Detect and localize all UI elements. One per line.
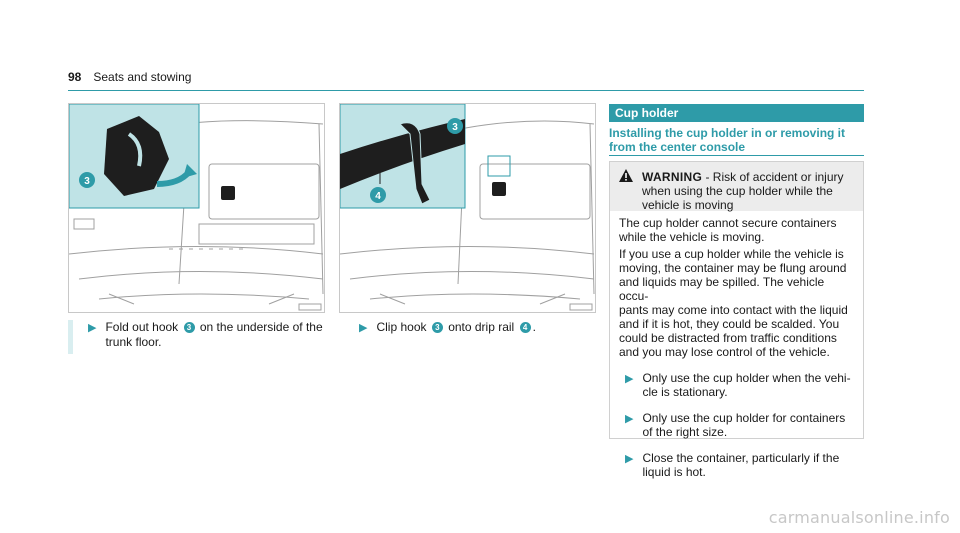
warning-line3: vehicle is moving bbox=[642, 198, 734, 212]
para1-line2: while the vehicle is moving. bbox=[619, 230, 765, 244]
header-rule bbox=[68, 90, 864, 91]
step-fold-out-hook bbox=[68, 320, 323, 350]
warning-step2-line2: of the right size. bbox=[642, 425, 728, 439]
warning-para2 bbox=[619, 247, 855, 359]
warning-label: WARNING bbox=[642, 170, 703, 184]
warning-triangle-icon bbox=[619, 169, 633, 182]
trunk-illustration-1 bbox=[69, 104, 324, 312]
step2-text-mid: onto drip rail bbox=[448, 320, 515, 334]
para2-line: moving, the container may be flung around bbox=[619, 261, 847, 275]
step-arrow-icon: ▶ bbox=[625, 373, 634, 385]
warning-step1-line2: cle is stationary. bbox=[642, 385, 728, 399]
cup-holder-subtitle bbox=[609, 126, 864, 154]
warning-line1: - Risk of accident or injury bbox=[702, 170, 844, 184]
subtitle-line1: Installing the cup holder in or removing it bbox=[609, 126, 846, 140]
page-header bbox=[68, 70, 191, 84]
figure-fold-out-hook bbox=[68, 103, 325, 313]
warning-step bbox=[619, 451, 855, 479]
trunk-illustration-2 bbox=[340, 104, 595, 312]
step-arrow-icon: ▶ bbox=[88, 322, 97, 334]
step-arrow-icon: ▶ bbox=[625, 413, 634, 425]
step1-text-line2: trunk floor. bbox=[105, 335, 162, 349]
warning-line2: when using the cup holder while the bbox=[642, 184, 833, 198]
para2-line: could be distracted from traffic conditions bbox=[619, 331, 837, 345]
para2-line: If you use a cup holder while the vehicle is bbox=[619, 247, 844, 261]
section-title: Seats and stowing bbox=[93, 70, 192, 84]
step1-badge: 3 bbox=[184, 322, 195, 333]
warning-box bbox=[609, 161, 864, 479]
para1-line1: The cup holder cannot secure containers bbox=[619, 216, 837, 230]
step2-badge-3: 3 bbox=[432, 322, 443, 333]
step1-text-post: on the underside of the bbox=[199, 320, 323, 334]
para2-line: and if it is hot, they could be scalded. You bbox=[619, 317, 840, 331]
step2-text-post: . bbox=[532, 320, 536, 334]
figure2-callout-4: 4 bbox=[375, 191, 381, 202]
page-number: 98 bbox=[68, 70, 82, 84]
step-arrow-icon: ▶ bbox=[625, 453, 634, 465]
subtitle-rule bbox=[609, 155, 864, 156]
warning-step3-line2: liquid is hot. bbox=[642, 465, 706, 479]
step-marker-bar bbox=[68, 320, 73, 354]
step2-badge-4: 4 bbox=[520, 322, 531, 333]
step2-text: Clip hook bbox=[376, 320, 427, 334]
warning-step3-line1: Close the container, particularly if the bbox=[642, 451, 840, 465]
watermark: carmanualsonline.info bbox=[768, 508, 950, 527]
warning-step bbox=[619, 411, 855, 439]
para2-line: and liquids may be spilled. The vehicle occu- bbox=[619, 275, 825, 303]
figure2-callout-3: 3 bbox=[452, 122, 458, 133]
warning-para1 bbox=[619, 216, 855, 244]
step-arrow-icon: ▶ bbox=[359, 322, 368, 334]
cup-holder-title: Cup holder bbox=[609, 104, 864, 122]
figure1-callout-3: 3 bbox=[84, 176, 90, 187]
para2-line: pants may come into contact with the liquid bbox=[619, 303, 848, 317]
warning-body bbox=[610, 211, 863, 479]
step1-text: Fold out hook bbox=[105, 320, 179, 334]
warning-step2-line1: Only use the cup holder for containers bbox=[642, 411, 846, 425]
step-clip-hook bbox=[339, 320, 536, 336]
warning-header bbox=[610, 162, 863, 211]
warning-step1-line1: Only use the cup holder when the vehi- bbox=[642, 371, 851, 385]
para2-line: and you may lose control of the vehicle. bbox=[619, 345, 830, 359]
warning-step bbox=[619, 371, 855, 399]
figure-clip-hook bbox=[339, 103, 596, 313]
subtitle-line2: from the center console bbox=[609, 140, 746, 154]
